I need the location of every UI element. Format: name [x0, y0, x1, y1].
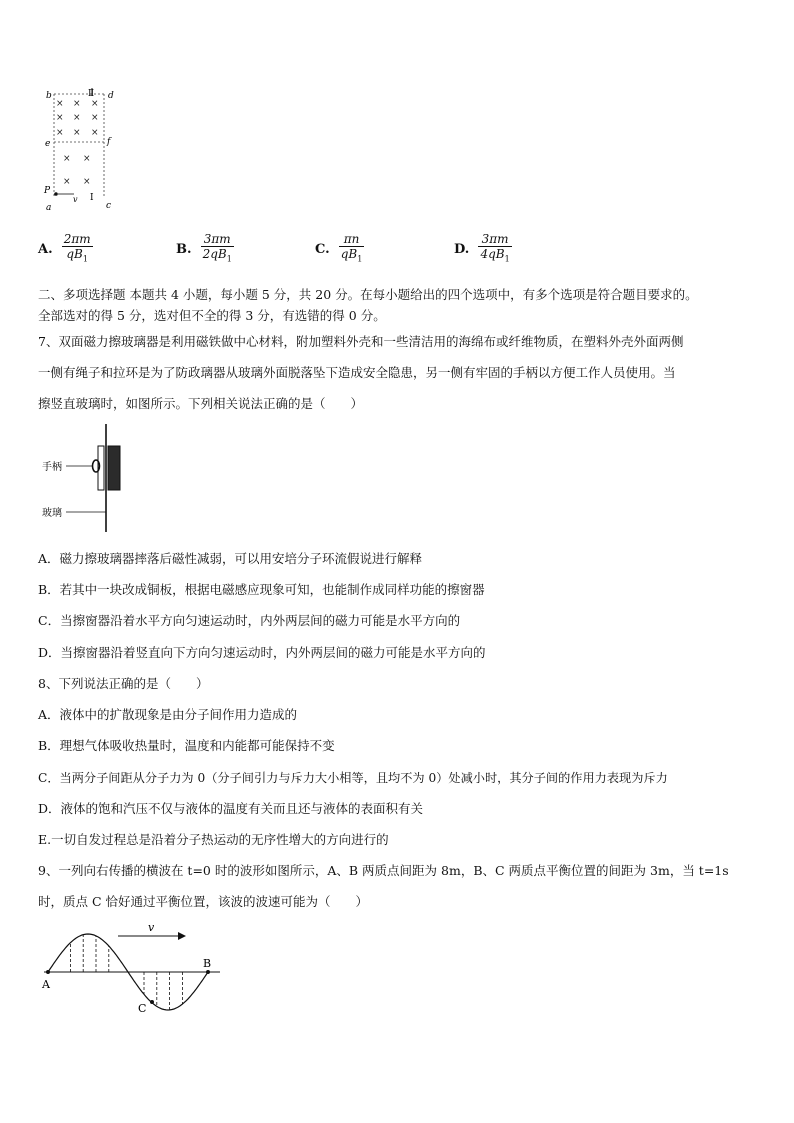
den-var: 4qB	[480, 247, 505, 261]
particle-p	[54, 192, 58, 196]
fraction-numerator: πn	[339, 232, 365, 247]
outer-block	[108, 446, 120, 490]
option-label: B.	[176, 241, 192, 257]
section2-line1: 二、多项选择题 本题共 4 小题，每小题 5 分，共 20 分。在每小题给出的四个选项中，有多个选项是符合题目要求的。	[38, 287, 698, 302]
label-e: e	[45, 139, 51, 149]
label-i: Ⅰ	[90, 193, 94, 203]
label-handle: 手柄	[42, 462, 62, 473]
option-fraction	[201, 232, 234, 266]
label-f: f	[107, 137, 111, 147]
q6-option-c[interactable]	[315, 232, 364, 266]
field-cross-icon: ×	[73, 99, 81, 109]
q8-option-c[interactable]: C．当两分子间距从分子力为 0（分子间引力与斥力大小相等，且均不为 0）处减小时，其分子间的作用力表现为斥力	[38, 771, 668, 785]
label-b: b	[46, 91, 52, 101]
wave-figure	[36, 920, 226, 1020]
field-cross-icon: ×	[73, 113, 81, 123]
den-var: qB	[66, 247, 83, 261]
fraction-denominator	[339, 247, 365, 266]
label-glass: 玻璃	[42, 508, 62, 519]
fraction-numerator: 2πm	[63, 232, 91, 246]
fraction-denominator	[62, 247, 93, 266]
q6-option-a[interactable]	[38, 232, 93, 266]
den-sub: 1	[357, 254, 363, 264]
label-a: A	[42, 978, 50, 991]
field-cross-icon: ×	[91, 113, 99, 123]
label-c: C	[138, 1002, 147, 1015]
point-b	[206, 970, 210, 974]
q7-option-c[interactable]: C．当擦窗器沿着水平方向匀速运动时，内外两层间的磁力可能是水平方向的	[38, 613, 461, 628]
den-var: qB	[340, 247, 358, 261]
field-cross-icon: ×	[83, 154, 91, 164]
fraction-numerator: 3πm	[478, 232, 511, 247]
option-fraction	[478, 232, 511, 266]
den-sub: 1	[82, 254, 88, 264]
label-b: B	[203, 957, 212, 970]
field-cross-icon: ×	[73, 128, 81, 138]
label-c: c	[106, 201, 112, 211]
window-cleaner-figure	[40, 422, 140, 534]
label-ii: Ⅱ	[88, 89, 95, 99]
q7-option-b[interactable]: B．若其中一块改成铜板，根据电磁感应现象可知，也能制作成同样功能的擦窗器	[38, 582, 485, 597]
arrow-head-icon	[178, 932, 186, 940]
field-cross-icon: ×	[83, 177, 91, 187]
field-cross-icon: ×	[56, 99, 64, 109]
q8-stem: 8、下列说法正确的是（ ）	[38, 676, 209, 691]
field-cross-icon: ×	[63, 154, 71, 164]
label-d: d	[108, 91, 114, 101]
option-fraction	[62, 232, 93, 266]
q6-option-d[interactable]	[454, 232, 512, 266]
q8-option-a[interactable]: A．液体中的扩散现象是由分子间作用力造成的	[38, 707, 298, 722]
den-sub: 1	[226, 254, 232, 264]
field-cross-icon: ×	[91, 128, 99, 138]
magnetic-field-figure	[36, 84, 126, 216]
field-cross-icon: ×	[56, 128, 64, 138]
q6-option-b[interactable]	[176, 232, 234, 266]
option-fraction	[339, 232, 365, 266]
field-cross-icon: ×	[56, 113, 64, 123]
field-cross-icon: ×	[91, 99, 99, 109]
label-a: a	[46, 203, 52, 213]
q7-option-d[interactable]: D．当擦窗器沿着竖直向下方向匀速运动时，内外两层间的磁力可能是水平方向的	[38, 645, 486, 660]
q8-option-e[interactable]: E.一切自发过程总是沿着分子热运动的无序性增大的方向进行的	[38, 832, 389, 847]
point-c	[150, 1000, 154, 1004]
den-var: 2qB	[202, 247, 227, 261]
fraction-denominator	[201, 247, 234, 266]
label-v: v	[148, 921, 155, 934]
section2-line2: 全部选对的得 5 分，选对但不全的得 3 分，有选错的得 0 分。	[38, 308, 386, 323]
fraction-denominator	[478, 247, 511, 266]
q9-stem-line1: 9、一列向右传播的横波在 t=0 时的波形如图所示，A、B 两质点间距为 8m，B、C 两质点平衡位置的间距为 3m，当 t=1s	[38, 863, 729, 878]
q8-option-d[interactable]: D．液体的饱和汽压不仅与液体的温度有关而且还与液体的表面积有关	[38, 801, 424, 816]
label-p: P	[44, 186, 51, 196]
q7-stem-line2: 一侧有绳子和拉环是为了防政璃器从玻璃外面脱落坠下造成安全隐患，另一侧有牢固的手柄以方便工作人员使用。当	[38, 365, 676, 380]
field-cross-icon: ×	[63, 177, 71, 187]
label-v: v	[73, 195, 78, 204]
q7-stem-line3: 擦竖直玻璃时，如图所示。下列相关说法正确的是（ ）	[38, 396, 364, 411]
q8-option-b[interactable]: B．理想气体吸收热量时，温度和内能都可能保持不变	[38, 738, 335, 753]
q7-stem-line1: 7、双面磁力擦玻璃器是利用磁铁做中心材料，附加塑料外壳和一些清洁用的海绵布或纤维物质，在塑料外壳外面两侧	[38, 334, 684, 349]
option-label: A.	[38, 241, 53, 257]
q9-stem-line2: 时，质点 C 恰好通过平衡位置，该波的波速可能为（ ）	[38, 894, 369, 909]
den-sub: 1	[504, 254, 510, 264]
option-label: D.	[454, 241, 470, 257]
point-a	[46, 970, 50, 974]
q7-option-a[interactable]: A．磁力擦玻璃器摔落后磁性减弱，可以用安培分子环流假说进行解释	[38, 551, 423, 566]
fraction-numerator: 3πm	[201, 232, 234, 247]
option-label: C.	[315, 241, 330, 257]
